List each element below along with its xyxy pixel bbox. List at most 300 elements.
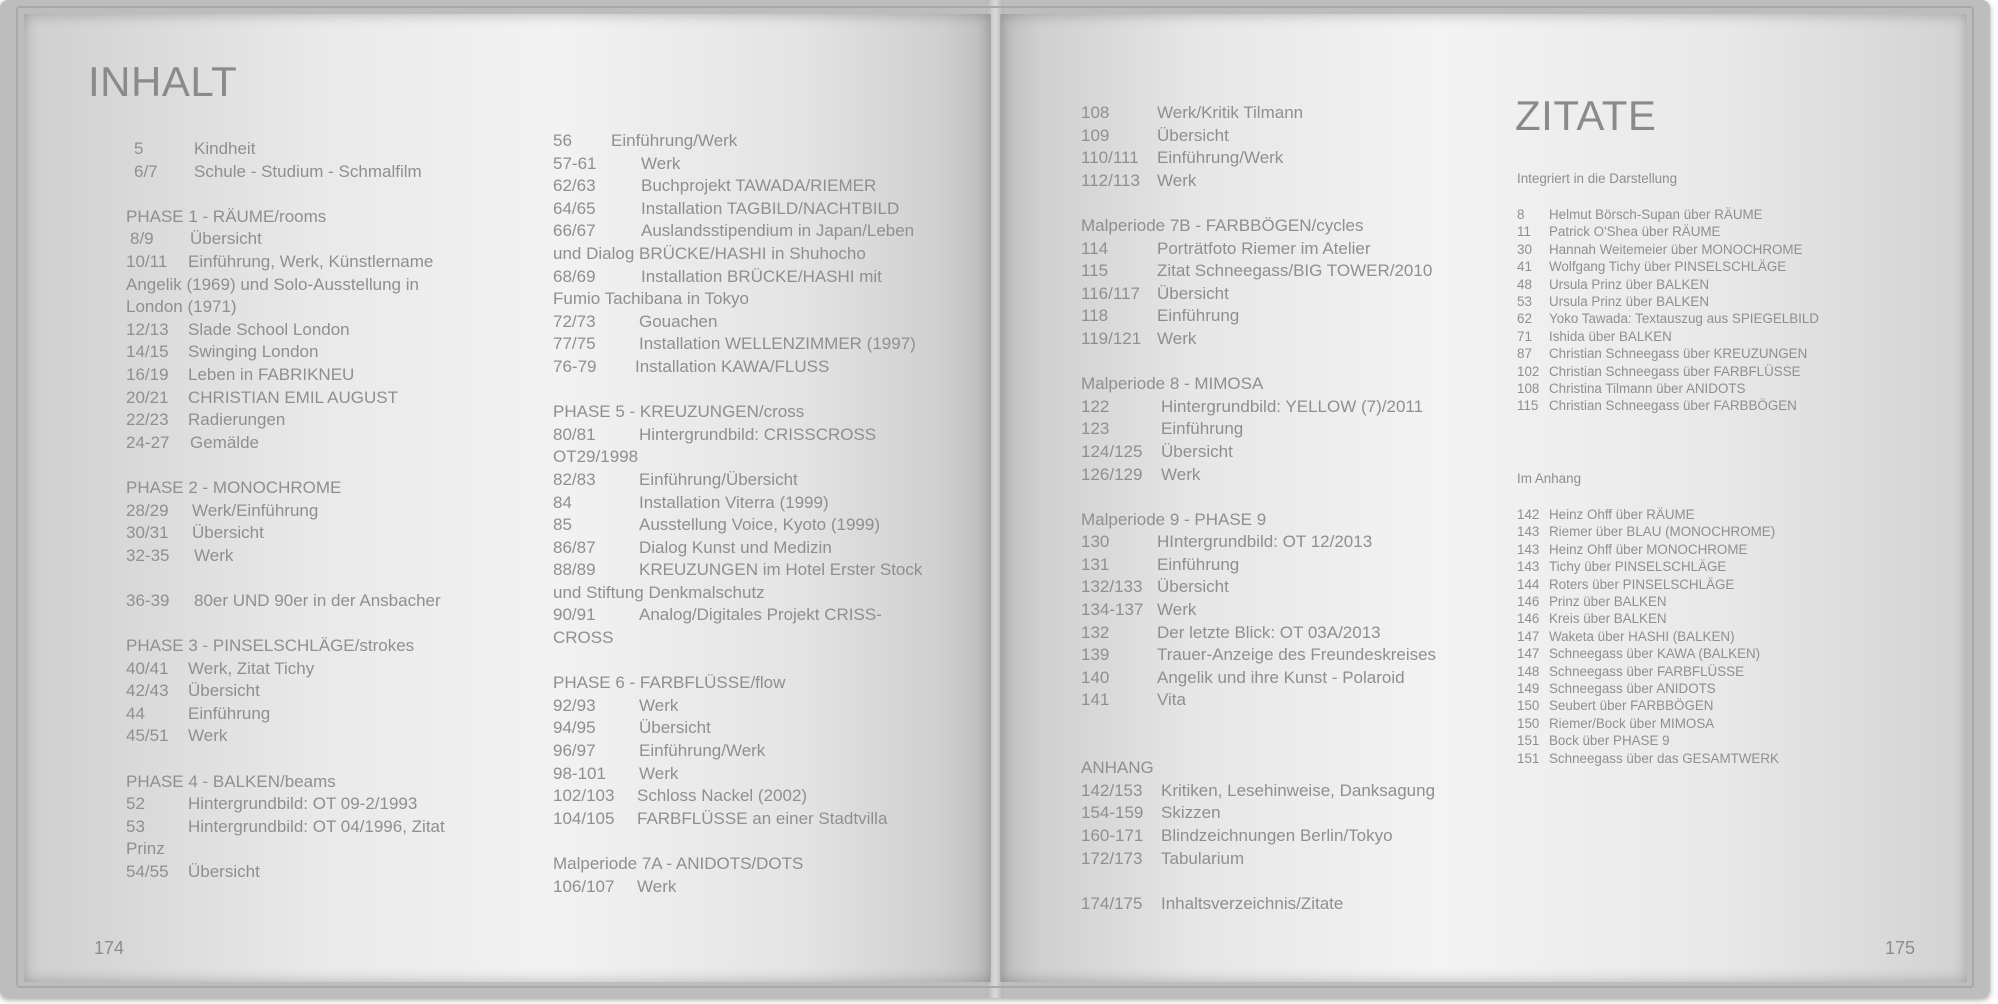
toc-heading bbox=[553, 446, 922, 469]
toc-heading bbox=[553, 243, 922, 266]
page-number-left: 174 bbox=[94, 938, 125, 958]
toc-entry-text: Einführung bbox=[1161, 419, 1244, 439]
toc-entry-text: 80er UND 90er in der Ansbacher bbox=[194, 590, 441, 610]
toc-page-number: 122 bbox=[1081, 396, 1110, 416]
toc-heading bbox=[553, 672, 922, 695]
zitat-page-number: 144 bbox=[1517, 576, 1540, 592]
toc-entry-text: Kritiken, Lesehinweise, Danksagung bbox=[1161, 780, 1436, 800]
toc-heading bbox=[1081, 757, 1436, 780]
toc-page-number: 10/11 bbox=[126, 251, 168, 271]
zitate-title: ZITATE bbox=[1515, 92, 1657, 139]
zitat-text: Ishida über BALKEN bbox=[1549, 328, 1672, 344]
toc-page-number: 64/65 bbox=[553, 198, 596, 218]
toc-entry-text: Werk/Kritik Tilmann bbox=[1157, 103, 1304, 122]
toc-entry-text: Übersicht bbox=[1161, 441, 1233, 461]
toc-page-number: 115 bbox=[1081, 261, 1109, 281]
toc-entry-text: HIntergrundbild: OT 12/2013 bbox=[1157, 532, 1373, 552]
toc-entry bbox=[126, 319, 445, 342]
zitat-text: Bock über PHASE 9 bbox=[1549, 733, 1670, 749]
toc-heading bbox=[1081, 373, 1436, 396]
toc-page-number: 174/175 bbox=[1081, 893, 1143, 913]
toc-page-number: 172/173 bbox=[1081, 848, 1143, 868]
zitat-page-number: 143 bbox=[1517, 524, 1540, 540]
zitat-entry bbox=[1517, 241, 1819, 258]
toc-entry-text: Installation TAGBILD/NACHTBILD bbox=[641, 198, 900, 218]
zitat-page-number: 41 bbox=[1517, 259, 1532, 275]
toc-entry bbox=[553, 492, 922, 515]
toc-entry bbox=[1081, 689, 1436, 712]
spacer bbox=[1081, 192, 1436, 215]
toc-heading bbox=[126, 296, 445, 319]
toc-entry-text: PHASE 1 - RÄUME/rooms bbox=[126, 206, 327, 226]
toc-entry bbox=[1081, 667, 1436, 690]
toc-entry-text: Blindzeichnungen Berlin/Tokyo bbox=[1161, 826, 1393, 845]
zitat-page-number: 30 bbox=[1517, 241, 1532, 257]
toc-page-number: 77/75 bbox=[553, 334, 596, 354]
zitat-text: Ursula Prinz über BALKEN bbox=[1549, 294, 1710, 310]
zitat-text: Schneegass über FARBFLÜSSE bbox=[1549, 663, 1745, 679]
toc-entry-text: ANHANG bbox=[1081, 758, 1154, 778]
zitat-page-number: 150 bbox=[1517, 698, 1540, 714]
toc-entry-text: Werk bbox=[188, 726, 228, 746]
zitat-page-number: 53 bbox=[1517, 294, 1532, 310]
toc-entry-text: Inhaltsverzeichnis/Zitate bbox=[1161, 893, 1344, 913]
toc-entry-text: Installation KAWA/FLUSS bbox=[635, 356, 830, 376]
toc-entry-text: Hintergrundbild: OT 04/1996, Zitat bbox=[188, 816, 445, 836]
toc-entry bbox=[126, 545, 445, 568]
toc-heading bbox=[553, 582, 922, 605]
zitat-text: Wolfgang Tichy über PINSELSCHLÄGE bbox=[1549, 259, 1787, 275]
zitate-heading-anhang: Im Anhang bbox=[1517, 471, 1582, 486]
toc-entry-text: Übersicht bbox=[188, 862, 260, 881]
zitat-entry bbox=[1517, 363, 1819, 380]
toc-entry bbox=[1081, 622, 1436, 645]
toc-entry bbox=[1081, 441, 1436, 464]
spacer bbox=[126, 748, 445, 771]
zitat-text: Kreis über BALKEN bbox=[1549, 611, 1667, 627]
toc-entry-text: und Dialog BRÜCKE/HASHI in Shuhocho bbox=[553, 243, 866, 263]
spacer bbox=[553, 379, 922, 402]
left-page bbox=[24, 14, 991, 982]
right-page bbox=[1000, 14, 1967, 982]
zitat-page-number: 143 bbox=[1517, 541, 1540, 557]
toc-entry bbox=[126, 793, 445, 816]
toc-entry-text: Einführung bbox=[188, 703, 271, 723]
toc-entry-text: Porträtfoto Riemer im Atelier bbox=[1157, 238, 1371, 258]
toc-page-number: 108 bbox=[1081, 103, 1110, 122]
toc-entry bbox=[1081, 283, 1436, 306]
zitat-page-number: 62 bbox=[1517, 311, 1532, 327]
toc-page-number: 134-137 bbox=[1081, 600, 1144, 620]
toc-entry-text: Einführung, Werk, Künstlername bbox=[188, 251, 434, 271]
toc-entry-text: Werk bbox=[1157, 170, 1197, 190]
zitat-text: Hannah Weitemeier über MONOCHROME bbox=[1549, 241, 1803, 257]
toc-entry-text: Der letzte Blick: OT 03A/2013 bbox=[1157, 622, 1381, 642]
zitat-text: Heinz Ohff über RÄUME bbox=[1549, 507, 1695, 522]
toc-entry-text: Werk bbox=[639, 763, 679, 783]
zitat-page-number: 102 bbox=[1517, 363, 1540, 379]
toc-entry bbox=[126, 816, 445, 839]
toc-entry bbox=[126, 161, 445, 184]
toc-entry-text: Prinz bbox=[126, 839, 165, 859]
toc-entry bbox=[553, 808, 922, 831]
toc-entry-text: Malperiode 9 - PHASE 9 bbox=[1081, 509, 1267, 529]
toc-entry-text: Werk bbox=[1157, 600, 1197, 620]
toc-entry bbox=[126, 725, 445, 748]
toc-entry-text: KREUZUNGEN im Hotel Erster Stock bbox=[639, 560, 923, 580]
toc-entry-text: Malperiode 7B - FARBBÖGEN/cycles bbox=[1081, 215, 1364, 235]
spacer bbox=[1081, 735, 1436, 758]
zitat-entry bbox=[1517, 610, 1779, 627]
toc-entry-text: Malperiode 7A - ANIDOTS/DOTS bbox=[553, 854, 804, 873]
toc-entry-text: Einführung/Werk bbox=[639, 741, 766, 761]
toc-entry-text: Übersicht bbox=[1157, 125, 1229, 145]
zitat-text: Christina Tilmann über ANIDOTS bbox=[1549, 381, 1746, 397]
toc-entry-text: Übersicht bbox=[1157, 577, 1229, 597]
toc-entry-text: Werk/Einführung bbox=[192, 500, 319, 520]
zitat-page-number: 150 bbox=[1517, 715, 1540, 731]
toc-page-number: 8/9 bbox=[130, 229, 154, 249]
toc-page-number: 82/83 bbox=[553, 469, 596, 489]
toc-page-number: 160-171 bbox=[1081, 826, 1144, 845]
toc-page-number: 28/29 bbox=[126, 500, 169, 520]
toc-entry-text: Übersicht bbox=[639, 718, 711, 738]
toc-page-number: 102/103 bbox=[553, 786, 615, 806]
toc-entry-text: und Stiftung Denkmalschutz bbox=[553, 582, 765, 602]
zitat-text: Schneegass über KAWA (BALKEN) bbox=[1549, 646, 1761, 662]
zitat-text: Riemer/Bock über MIMOSA bbox=[1549, 715, 1715, 731]
toc-entry bbox=[553, 876, 922, 899]
toc-page-number: 109 bbox=[1081, 125, 1110, 145]
toc-entry-text: Leben in FABRIKNEU bbox=[188, 364, 355, 384]
toc-entry bbox=[1081, 554, 1436, 577]
toc-entry bbox=[1081, 464, 1436, 487]
toc-entry bbox=[553, 424, 922, 447]
toc-entry-text: Tabularium bbox=[1161, 848, 1245, 868]
toc-entry bbox=[1081, 260, 1436, 283]
toc-entry-text: PHASE 5 - KREUZUNGEN/cross bbox=[553, 402, 805, 422]
toc-entry bbox=[1081, 102, 1436, 125]
toc-entry bbox=[553, 604, 922, 627]
toc-entry-text: Einführung bbox=[1157, 554, 1240, 574]
toc-entry bbox=[126, 251, 445, 274]
zitat-text: Christian Schneegass über KREUZUNGEN bbox=[1549, 346, 1808, 362]
toc-heading bbox=[126, 838, 445, 861]
toc-entry-text: Trauer-Anzeige des Freundeskreises bbox=[1157, 645, 1437, 665]
toc-page-number: 126/129 bbox=[1081, 464, 1143, 484]
toc-entry bbox=[553, 198, 922, 221]
toc-page-number: 30/31 bbox=[126, 523, 169, 543]
toc-entry-text: Gouachen bbox=[639, 311, 718, 331]
zitat-text: Ursula Prinz über BALKEN bbox=[1549, 276, 1710, 292]
toc-entry bbox=[553, 763, 922, 786]
zitat-text: Waketa über HASHI (BALKEN) bbox=[1549, 628, 1735, 644]
toc-entry bbox=[126, 658, 445, 681]
zitat-text: Patrick O'Shea über RÄUME bbox=[1549, 224, 1721, 240]
toc-entry-text: London (1971) bbox=[126, 297, 237, 317]
zitat-entry bbox=[1517, 397, 1819, 414]
toc-page-number: 22/23 bbox=[126, 410, 169, 430]
toc-entry bbox=[553, 785, 922, 808]
toc-entry-text: Auslandsstipendium in Japan/Leben bbox=[641, 221, 915, 241]
zitat-entry bbox=[1517, 697, 1779, 714]
toc-heading bbox=[553, 401, 922, 424]
toc-page-number: 57-61 bbox=[553, 153, 597, 173]
zitat-entry bbox=[1517, 310, 1819, 327]
toc-page-number: 14/15 bbox=[126, 342, 169, 362]
toc-entry bbox=[1081, 396, 1436, 419]
zitat-text: Schneegass über ANIDOTS bbox=[1549, 681, 1716, 697]
toc-page-number: 130 bbox=[1081, 532, 1110, 552]
toc-heading bbox=[126, 635, 445, 658]
zitat-entry bbox=[1517, 628, 1779, 645]
toc-entry-text: Werk bbox=[641, 153, 681, 173]
zitat-text: Tichy über PINSELSCHLÄGE bbox=[1549, 559, 1727, 575]
toc-entry bbox=[1081, 531, 1436, 554]
toc-page-number: 5 bbox=[134, 139, 144, 158]
toc-page-number: 142/153 bbox=[1081, 780, 1143, 800]
toc-entry-text: Schule - Studium - Schmalfilm bbox=[194, 161, 422, 181]
toc-entry-text: Installation WELLENZIMMER (1997) bbox=[639, 334, 916, 354]
toc-page-number: 24-27 bbox=[126, 432, 170, 452]
toc-page-number: 118 bbox=[1081, 306, 1109, 326]
toc-heading bbox=[553, 853, 922, 876]
zitat-entry bbox=[1517, 506, 1779, 523]
toc-page-number: 132/133 bbox=[1081, 577, 1143, 597]
spacer bbox=[1081, 870, 1436, 893]
toc-entry-text: Werk bbox=[194, 545, 234, 565]
zitat-text: Yoko Tawada: Textauszug aus SPIEGELBILD bbox=[1549, 311, 1819, 327]
toc-entry-text: Werk bbox=[637, 876, 677, 896]
toc-column-3 bbox=[1081, 102, 1436, 915]
toc-entry-text: Gemälde bbox=[190, 432, 259, 452]
zitate-heading-integriert: Integriert in die Darstellung bbox=[1517, 171, 1678, 186]
zitat-entry bbox=[1517, 223, 1819, 240]
toc-page-number: 96/97 bbox=[553, 741, 596, 761]
toc-entry bbox=[1081, 238, 1436, 261]
toc-page-number: 114 bbox=[1081, 238, 1109, 258]
toc-column-1 bbox=[126, 138, 445, 884]
toc-entry bbox=[126, 861, 445, 884]
toc-entry-text: PHASE 4 - BALKEN/beams bbox=[126, 771, 336, 791]
zitat-page-number: 87 bbox=[1517, 346, 1532, 362]
toc-entry bbox=[553, 740, 922, 763]
toc-page-number: 84 bbox=[553, 492, 572, 512]
toc-entry bbox=[126, 703, 445, 726]
toc-entry-text: Hintergrundbild: CRISSCROSS bbox=[639, 424, 877, 444]
toc-entry-text: FARBFLÜSSE an einer Stadtvilla bbox=[637, 808, 888, 828]
zitat-entry bbox=[1517, 293, 1819, 310]
toc-entry-text: Werk bbox=[639, 695, 679, 715]
spacer bbox=[1081, 351, 1436, 374]
toc-page-number: 6/7 bbox=[134, 161, 158, 181]
toc-entry bbox=[1081, 825, 1436, 848]
toc-entry bbox=[1081, 125, 1436, 148]
zitat-text: Prinz über BALKEN bbox=[1549, 594, 1667, 610]
zitat-page-number: 8 bbox=[1517, 207, 1525, 222]
zitat-text: Heinz Ohff über MONOCHROME bbox=[1549, 541, 1748, 557]
toc-entry-text: OT29/1998 bbox=[553, 447, 639, 467]
toc-page-number: 76-79 bbox=[553, 356, 597, 376]
toc-entry bbox=[126, 387, 445, 410]
toc-page-number: 98-101 bbox=[553, 763, 606, 783]
toc-entry-text: Malperiode 8 - MIMOSA bbox=[1081, 374, 1264, 394]
toc-entry-text: Ausstellung Voice, Kyoto (1999) bbox=[639, 515, 880, 535]
toc-entry bbox=[1081, 170, 1436, 193]
spacer bbox=[553, 830, 922, 853]
toc-entry-text: Swinging London bbox=[188, 342, 319, 362]
toc-entry bbox=[553, 695, 922, 718]
toc-entry-text: Übersicht bbox=[192, 523, 264, 543]
toc-page-number: 106/107 bbox=[553, 876, 615, 896]
toc-page-number: 119/121 bbox=[1081, 328, 1142, 348]
zitat-page-number: 151 bbox=[1517, 733, 1540, 749]
toc-entry-text: CHRISTIAN EMIL AUGUST bbox=[188, 387, 399, 407]
toc-entry bbox=[553, 153, 922, 176]
toc-page-number: 85 bbox=[553, 515, 572, 535]
toc-page-number: 16/19 bbox=[126, 364, 169, 384]
toc-entry bbox=[553, 266, 922, 289]
spacer bbox=[1081, 486, 1436, 509]
toc-entry bbox=[553, 311, 922, 334]
toc-entry bbox=[553, 469, 922, 492]
toc-entry bbox=[126, 228, 445, 251]
toc-entry-text: Installation BRÜCKE/HASHI mit bbox=[641, 266, 882, 286]
toc-entry bbox=[1081, 848, 1436, 871]
spacer bbox=[126, 183, 445, 206]
toc-entry bbox=[553, 175, 922, 198]
zitat-text: Riemer über BLAU (MONOCHROME) bbox=[1549, 524, 1776, 540]
toc-heading bbox=[1081, 509, 1436, 532]
toc-entry bbox=[126, 522, 445, 545]
toc-page-number: 116/117 bbox=[1081, 283, 1140, 303]
toc-entry bbox=[553, 559, 922, 582]
toc-entry bbox=[126, 590, 445, 613]
toc-entry-text: Slade School London bbox=[188, 319, 350, 339]
toc-entry-text: Einführung/Werk bbox=[611, 131, 738, 150]
toc-entry-text: Fumio Tachibana in Tokyo bbox=[553, 289, 749, 309]
zitat-text: Schneegass über das GESAMTWERK bbox=[1549, 750, 1779, 766]
page-number-right: 175 bbox=[1885, 938, 1916, 958]
zitat-entry bbox=[1517, 328, 1819, 345]
zitate-integriert-list bbox=[1517, 206, 1819, 415]
toc-entry-text: Installation Viterra (1999) bbox=[639, 492, 829, 512]
zitat-entry bbox=[1517, 380, 1819, 397]
toc-entry-text: Hintergrundbild: YELLOW (7)/2011 bbox=[1161, 396, 1424, 416]
toc-entry-text: Einführung/Werk bbox=[1157, 148, 1284, 168]
toc-entry-text: Werk bbox=[1157, 328, 1197, 348]
toc-entry bbox=[553, 537, 922, 560]
toc-entry-text: Werk, Zitat Tichy bbox=[188, 658, 315, 678]
toc-entry-text: Übersicht bbox=[190, 229, 262, 249]
toc-entry-text: Angelik und ihre Kunst - Polaroid bbox=[1157, 667, 1405, 687]
zitat-page-number: 108 bbox=[1517, 381, 1540, 397]
toc-entry-text: Vita bbox=[1157, 690, 1186, 710]
toc-entry-text: PHASE 2 - MONOCHROME bbox=[126, 477, 342, 497]
toc-heading bbox=[126, 771, 445, 794]
zitat-page-number: 11 bbox=[1517, 224, 1531, 240]
toc-entry bbox=[1081, 599, 1436, 622]
toc-entry bbox=[553, 356, 922, 379]
zitat-page-number: 146 bbox=[1517, 611, 1540, 627]
toc-page-number: 140 bbox=[1081, 667, 1110, 687]
toc-column-2 bbox=[553, 130, 922, 898]
toc-entry-text: Schloss Nackel (2002) bbox=[637, 786, 808, 806]
zitat-page-number: 149 bbox=[1517, 681, 1540, 697]
zitat-page-number: 48 bbox=[1517, 276, 1532, 292]
zitat-page-number: 146 bbox=[1517, 594, 1540, 610]
toc-page-number: 110/111 bbox=[1081, 148, 1139, 168]
toc-page-number: 112/113 bbox=[1081, 170, 1140, 190]
toc-page-number: 20/21 bbox=[126, 387, 169, 407]
toc-entry-text: Werk bbox=[1161, 464, 1201, 484]
zitat-entry bbox=[1517, 593, 1779, 610]
toc-page-number: 94/95 bbox=[553, 718, 596, 738]
zitat-text: Roters über PINSELSCHLÄGE bbox=[1549, 576, 1735, 592]
spacer bbox=[126, 454, 445, 477]
toc-entry bbox=[126, 409, 445, 432]
toc-entry bbox=[1081, 147, 1436, 170]
toc-heading bbox=[126, 206, 445, 229]
zitat-text: Helmut Börsch-Supan über RÄUME bbox=[1549, 207, 1763, 222]
toc-entry bbox=[126, 364, 445, 387]
zitat-entry bbox=[1517, 576, 1779, 593]
toc-entry-text: Einführung bbox=[1157, 306, 1240, 326]
toc-entry bbox=[1081, 328, 1436, 351]
zitat-entry bbox=[1517, 541, 1779, 558]
toc-page-number: 42/43 bbox=[126, 681, 169, 701]
toc-entry bbox=[1081, 418, 1436, 441]
toc-entry bbox=[1081, 802, 1436, 825]
toc-entry bbox=[553, 514, 922, 537]
zitat-text: Seubert über FARBBÖGEN bbox=[1549, 698, 1714, 714]
zitat-entry bbox=[1517, 276, 1819, 293]
zitat-entry bbox=[1517, 206, 1819, 223]
zitat-text: Christian Schneegass über FARBBÖGEN bbox=[1549, 398, 1797, 414]
toc-heading bbox=[1081, 215, 1436, 238]
toc-page-number: 139 bbox=[1081, 645, 1110, 665]
toc-page-number: 12/13 bbox=[126, 319, 169, 339]
zitat-page-number: 142 bbox=[1517, 507, 1540, 522]
toc-entry bbox=[553, 130, 922, 153]
toc-page-number: 131 bbox=[1081, 554, 1110, 574]
toc-entry bbox=[126, 680, 445, 703]
toc-entry-text: CROSS bbox=[553, 628, 614, 648]
zitat-page-number: 143 bbox=[1517, 559, 1540, 575]
toc-heading bbox=[126, 274, 445, 297]
toc-entry bbox=[126, 138, 445, 161]
toc-entry bbox=[1081, 576, 1436, 599]
toc-entry bbox=[1081, 305, 1436, 328]
toc-entry-text: Radierungen bbox=[188, 410, 286, 430]
zitat-page-number: 147 bbox=[1517, 628, 1540, 644]
toc-page-number: 90/91 bbox=[553, 605, 596, 625]
toc-entry-text: Skizzen bbox=[1161, 803, 1221, 823]
zitat-entry bbox=[1517, 680, 1779, 697]
toc-entry-text: Übersicht bbox=[188, 681, 260, 701]
zitat-entry bbox=[1517, 663, 1779, 680]
toc-page-number: 36-39 bbox=[126, 590, 170, 610]
zitat-page-number: 151 bbox=[1517, 750, 1540, 766]
toc-entry-text: PHASE 3 - PINSELSCHLÄGE/strokes bbox=[126, 636, 415, 656]
zitat-page-number: 71 bbox=[1517, 328, 1532, 344]
toc-page-number: 123 bbox=[1081, 419, 1110, 439]
toc-entry-text: Hintergrundbild: OT 09-2/1993 bbox=[188, 794, 418, 814]
inhalt-title: INHALT bbox=[88, 58, 238, 105]
toc-entry bbox=[553, 333, 922, 356]
toc-entry bbox=[1081, 644, 1436, 667]
toc-entry-text: Kindheit bbox=[194, 139, 256, 158]
